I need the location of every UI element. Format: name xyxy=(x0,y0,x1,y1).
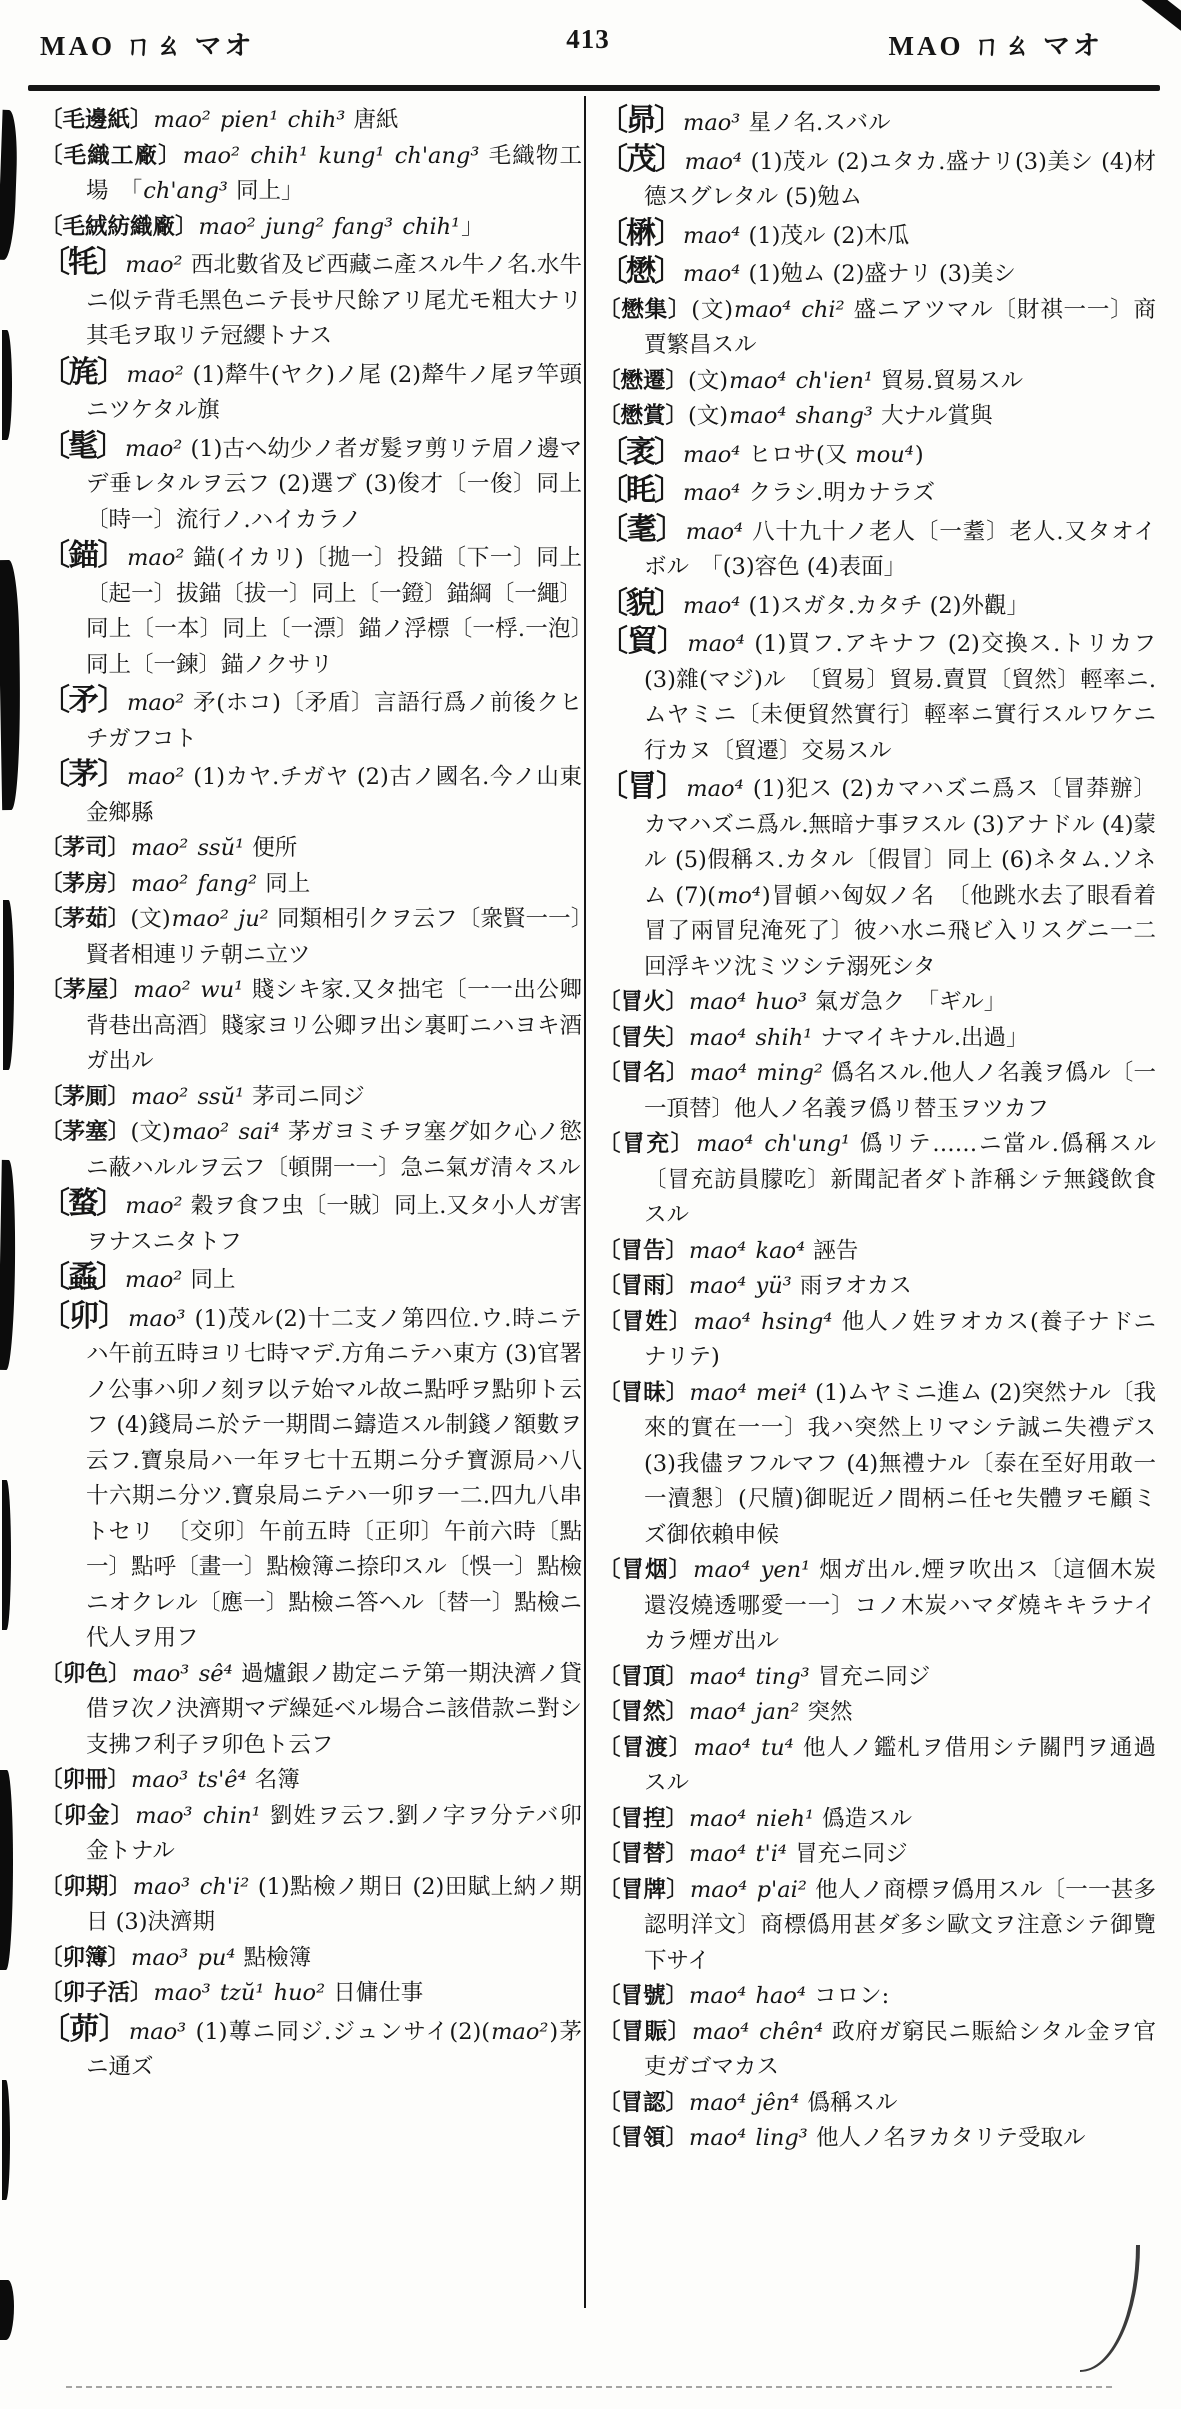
entry-body: mao⁴ ch'ung¹ 僞リテ……ニ當ル.僞稱スル〔冒充訪員朦吃〕新聞記者ダト詐稱シテ無錢飲食スル xyxy=(644,1131,1156,1228)
entry-body: mao⁴ shih¹ ナマイキナル.出過」 xyxy=(689,1024,1029,1051)
dictionary-entry xyxy=(598,985,1156,1021)
entry-headword: 〔髦〕 xyxy=(40,428,125,464)
entry-body: mao⁴ huo³ 氣ガ急ク 「ギル」 xyxy=(689,989,1007,1015)
dictionary-entry xyxy=(598,1234,1156,1270)
dictionary-entry xyxy=(598,1979,1156,2015)
entry-headword: 〔矛〕 xyxy=(40,683,126,718)
entry-body: mao² ssŭ¹ 便所 xyxy=(131,835,298,861)
entry-body: mao⁴ hsing⁴ 他人ノ姓ヲオカス(養子ナドニナリテ) xyxy=(644,1308,1156,1370)
dictionary-entry xyxy=(40,103,582,139)
dictionary-entry xyxy=(598,2086,1156,2122)
entry-body: mao⁴ クラシ.明カナラズ xyxy=(683,480,935,506)
scan-artifact xyxy=(0,560,22,810)
entry-body: mao⁴ ling³ 他人ノ名ヲカタリテ受取ル xyxy=(689,2125,1086,2151)
dictionary-entry xyxy=(598,1731,1156,1802)
column-divider-rule xyxy=(584,96,586,2308)
entry-body: mao³ chin¹ 劉姓ヲ云フ.劉ノ字ヲ分テバ卯金トナル xyxy=(86,1802,582,1864)
entry-headword: 〔冒雨〕 xyxy=(598,1273,689,1299)
dictionary-entry xyxy=(598,142,1156,216)
dictionary-entry xyxy=(598,473,1156,512)
entry-body: mao³ ts'ê⁴ 名簿 xyxy=(131,1767,300,1793)
entry-body: mao³ tzŭ¹ huo² 日傭仕事 xyxy=(153,1980,424,2006)
dictionary-entry xyxy=(40,1115,582,1186)
dictionary-entry xyxy=(598,293,1156,364)
entry-headword: 〔貿〕 xyxy=(598,624,687,659)
entry-body: mao⁴ nieh¹ 僞造スル xyxy=(689,1805,913,1832)
dictionary-entry xyxy=(598,364,1156,400)
entry-headword: 〔茅厠〕 xyxy=(40,1083,131,1110)
entry-headword: 〔蟊〕 xyxy=(40,1260,124,1295)
page-corner-mark xyxy=(1118,0,1181,35)
entry-headword: 〔冒昧〕 xyxy=(598,1379,689,1406)
entry-body: mao⁴ jên⁴ 僞稱スル xyxy=(689,2089,898,2116)
entry-headword: 〔旄〕 xyxy=(40,354,126,390)
entry-headword: 〔懋集〕 xyxy=(598,296,692,323)
dictionary-entry xyxy=(598,216,1156,255)
dictionary-entry xyxy=(40,1080,582,1116)
entry-headword: 〔冒失〕 xyxy=(598,1024,689,1051)
entry-body: mao⁴ ting³ 冒充ニ同ジ xyxy=(689,1663,931,1690)
entry-body: mao⁴ hao⁴ コロン: xyxy=(689,1983,890,2009)
scan-artifact xyxy=(2,1480,11,1630)
scan-artifact xyxy=(3,900,14,1070)
entry-headword: 〔卯子活〕 xyxy=(40,1980,153,2006)
entry-body: mao⁴ yü³ 雨ヲオカス xyxy=(689,1273,912,1299)
scan-artifact xyxy=(0,1160,17,1370)
entry-body: mao² fang² 同上 xyxy=(131,870,311,897)
entry-body: mao⁴ (1)茂ル (2)ユタカ.盛ナリ(3)美シ (4)材德スグレタル (5)勉ム xyxy=(644,148,1156,210)
dictionary-entry xyxy=(598,399,1156,435)
dictionary-entry xyxy=(40,210,582,246)
entry-headword: 〔貌〕 xyxy=(598,585,682,621)
scan-artifact xyxy=(0,1770,13,1970)
entry-headword: 〔冒賑〕 xyxy=(598,2018,692,2045)
scan-artifact xyxy=(0,110,19,260)
dictionary-entry xyxy=(40,1260,582,1299)
entry-headword: 〔冒渡〕 xyxy=(598,1734,693,1761)
entry-headword: 〔冒號〕 xyxy=(598,1983,689,2009)
entry-headword: 〔冒替〕 xyxy=(598,1841,689,1867)
dictionary-entry xyxy=(598,512,1156,586)
entry-headword: 〔冒姓〕 xyxy=(598,1308,693,1335)
entry-body: (文)mao² sai⁴ 茅ガヨミチヲ塞グ如ク心ノ慾ニ蔽ハルルヲ云フ〔頓開一一〕急ニ氣ガ清々スル xyxy=(86,1119,583,1181)
dictionary-entry xyxy=(40,429,582,539)
entry-headword: 〔懋〕 xyxy=(598,254,682,289)
dictionary-entry xyxy=(598,1305,1156,1376)
entry-headword: 〔昴〕 xyxy=(598,103,682,138)
entry-headword: 〔卯冊〕 xyxy=(40,1767,131,1793)
entry-body: mao³ pu⁴ 點檢簿 xyxy=(131,1944,312,1971)
entry-headword: 〔冒告〕 xyxy=(598,1237,689,1264)
entry-body: mao² wu¹ 賤シキ家.又タ拙宅〔一一出公卿背巷出高酒〕賤家ヨリ公卿ヲ出シ裏町ニハヨキ酒ガ出ル xyxy=(86,977,583,1074)
dictionary-entry xyxy=(598,1802,1156,1838)
entry-headword: 〔眊〕 xyxy=(598,473,682,508)
scan-artifact xyxy=(0,2280,14,2340)
entry-body: mao² 穀ヲ食フ虫〔一賊〕同上.又タ小人ガ害ヲナスニタトフ xyxy=(86,1193,582,1255)
entry-body: mao⁴ ming² 僞名スル.他人ノ名義ヲ僞ル〔一一頂替〕他人ノ名義ヲ僞リ替玉ヲツカフ xyxy=(644,1060,1156,1122)
entry-headword: 〔冒名〕 xyxy=(598,1060,689,1086)
dictionary-entry xyxy=(598,586,1156,625)
dictionary-entry xyxy=(40,1657,582,1764)
entry-headword: 〔冒揑〕 xyxy=(598,1805,689,1832)
dictionary-entry xyxy=(40,1799,582,1870)
entry-body: mao² 同上 xyxy=(125,1267,236,1293)
dictionary-entry xyxy=(40,683,582,757)
column-right xyxy=(598,103,1156,2157)
dictionary-entry xyxy=(598,2121,1156,2157)
entry-body: mao⁴ kao⁴ 誣告 xyxy=(689,1237,859,1264)
entry-body: mao² chih¹ kung¹ ch'ang³ 毛織物工場 「ch'ang³ 同上」 xyxy=(86,142,583,204)
entry-body: mao³ sê⁴ 過爐銀ノ勘定ニテ第一期決濟ノ貸借ヲ次ノ決濟期マデ繰延ベル場合ニ該借款ニ對シ支拂フ利子ヲ卯色ト云フ xyxy=(86,1660,582,1758)
entry-headword: 〔冒牌〕 xyxy=(598,1876,689,1903)
entry-body: mao⁴ ヒロサ(又 mou⁴) xyxy=(683,441,924,468)
dictionary-entry xyxy=(40,139,582,210)
entry-body: (文)mao⁴ chi² 盛ニアツマル〔財祺一一〕商賈繁昌スル xyxy=(644,296,1156,358)
entry-body: mao² ssŭ¹ 茅司ニ同ジ xyxy=(131,1083,365,1110)
running-head-right: MAO ㄇㄠ マオ xyxy=(888,31,1103,61)
dictionary-entry xyxy=(598,2015,1156,2086)
dictionary-entry xyxy=(40,1763,582,1799)
entry-headword: 〔茆〕 xyxy=(40,2011,128,2047)
dictionary-entry xyxy=(40,355,582,429)
entry-headword: 〔卯簿〕 xyxy=(40,1944,131,1971)
entry-body: mao⁴ mei⁴ (1)ムヤミニ進ム (2)突然ナル〔我來的實在一一〕我ハ突然上リマシテ誠ニ失禮デス (3)我儘ヲフルマフ (4)無禮ナル〔泰在至好用敢一一瀆懇〕(尺牘)御昵近ノ間柄ニ任セ失體ヲモ顧ミズ御依賴申候 xyxy=(644,1379,1156,1548)
entry-headword: 〔茅房〕 xyxy=(40,870,131,897)
entry-headword: 〔茂〕 xyxy=(598,141,684,177)
entry-headword: 〔毛邊紙〕 xyxy=(40,107,153,133)
entry-body: mao² 西北數省及ビ西藏ニ產スル牛ノ名.水牛ニ似テ背毛黑色ニテ長サ尺餘アリ尾尤モ粗大ナリ其毛ヲ取リテ冠纓トナス xyxy=(86,252,582,349)
dictionary-entry xyxy=(598,769,1156,985)
entry-body: mao⁴ (1)犯ス (2)カマハズニ爲ス〔冒莽辦〕カマハズニ爲ル.無暗ナ事ヲスル (3)アナドル (4)蒙ル (5)假稱ス.カタル〔假冒〕同上 (6)ネタム.ソネム (7)(mo⁴)冒頓ハ匈奴ノ名 〔他跳水去了眼看着冒了兩冒兒淹死了〕彼ハ水ニ飛ビ入リスグニ一二回浮キツ沈ミツシテ溺死シタ xyxy=(644,776,1156,980)
dictionary-entry xyxy=(40,1299,582,1657)
dictionary-entry xyxy=(598,1553,1156,1660)
dictionary-entry xyxy=(598,1660,1156,1696)
scan-edge-specks xyxy=(66,2386,1112,2388)
dictionary-entry xyxy=(40,1870,582,1941)
entry-headword: 〔冒火〕 xyxy=(598,989,689,1015)
entry-body: mao⁴ (1)勉ム (2)盛ナリ (3)美シ xyxy=(683,261,1016,287)
dictionary-entry xyxy=(598,1269,1156,1305)
dictionary-entry xyxy=(598,435,1156,474)
entry-body: mao⁴ tu⁴ 他人ノ鑑札ヲ借用シテ關門ヲ通過スル xyxy=(644,1734,1157,1796)
entry-headword: 〔卯色〕 xyxy=(40,1660,131,1687)
entry-headword: 〔毛絨紡織廠〕 xyxy=(40,213,198,240)
entry-headword: 〔錨〕 xyxy=(40,538,127,573)
dictionary-entry xyxy=(598,624,1156,769)
dictionary-entry xyxy=(40,831,582,867)
entry-headword: 〔懋賞〕 xyxy=(598,403,689,429)
entry-body: mao² pien¹ chih³ 唐紙 xyxy=(153,107,399,133)
dictionary-entry xyxy=(598,1873,1156,1980)
dictionary-entry xyxy=(40,1186,582,1260)
entry-body: mao⁴ yen¹ 烟ガ出ル.煙ヲ吹出ス〔這個木炭還沒燒透哪愛一一〕コノ木炭ハマダ燒キキラナイカラ煙ガ出ル xyxy=(644,1557,1156,1654)
entry-headword: 〔蝥〕 xyxy=(40,1186,125,1221)
dictionary-entry xyxy=(598,1376,1156,1554)
entry-body: mao⁴ (1)スガタ.カタチ (2)外觀」 xyxy=(683,592,1030,619)
entry-body: mao² (1)犛牛(ヤク)ノ尾 (2)犛牛ノ尾ヲ竿頭ニツケタル旗 xyxy=(86,361,583,423)
entry-headword: 〔冒領〕 xyxy=(598,2125,689,2151)
entry-headword: 〔冒充〕 xyxy=(598,1131,696,1157)
dictionary-entry xyxy=(40,902,582,973)
entry-body: mao⁴ 八十九十ノ老人〔一耋〕老人.又タオイボル 「(3)容色 (4)表面」 xyxy=(644,518,1156,580)
entry-body: mao² (1)古ヘ幼少ノ者ガ髮ヲ剪リテ眉ノ邊マデ垂レタルヲ云フ (2)選ブ (3)俊才〔一俊〕同上〔時一〕流行ノ.ハイカラノ xyxy=(86,435,582,533)
entry-body: mao³ (1)蓴ニ同ジ.ジュンサイ(2)(mao²)茅ニ通ズ xyxy=(86,2018,582,2080)
entry-body: mao³ 星ノ名.スバル xyxy=(683,110,891,136)
dictionary-entry xyxy=(598,1695,1156,1731)
entry-headword: 〔毛織工廠〕 xyxy=(40,142,182,169)
dictionary-entry xyxy=(40,245,582,355)
entry-body: mao² 矛(ホコ)〔矛盾〕言語行爲ノ前後クヒチガフコト xyxy=(86,690,582,752)
entry-headword: 〔茅司〕 xyxy=(40,835,131,861)
dictionary-entry xyxy=(598,1127,1156,1234)
entry-body: mao⁴ p'ai² 他人ノ商標ヲ僞用スル〔一一甚多認明洋文〕商標僞用甚ダ多シ歐文ヲ注意シテ御覽下サイ xyxy=(644,1876,1156,1974)
entry-headword: 〔牦〕 xyxy=(40,245,125,280)
entry-headword: 〔冒〕 xyxy=(598,769,686,804)
header-rule xyxy=(28,85,1160,91)
entry-headword: 〔卯〕 xyxy=(40,1298,128,1334)
entry-headword: 〔卯期〕 xyxy=(40,1873,132,1900)
dictionary-entry xyxy=(40,757,582,831)
dictionary-entry xyxy=(40,538,582,683)
entry-headword: 〔耄〕 xyxy=(598,511,685,547)
entry-headword: 〔楙〕 xyxy=(598,215,682,251)
scan-artifact xyxy=(2,330,12,440)
entry-body: mao⁴ jan² 突然 xyxy=(689,1699,853,1725)
entry-headword: 〔茅屋〕 xyxy=(40,977,133,1003)
dictionary-entry xyxy=(598,103,1156,142)
entry-headword: 〔冒然〕 xyxy=(598,1699,689,1725)
dictionary-entry xyxy=(40,1941,582,1977)
dictionary-entry xyxy=(40,867,582,903)
scan-artifact xyxy=(2,2080,10,2200)
entry-body: (文)mao⁴ shang³ 大ナル賞與 xyxy=(688,403,993,429)
dictionary-entry xyxy=(598,254,1156,293)
entry-body: mao⁴ (1)買フ.アキナフ (2)交換ス.トリカフ (3)雜(マジ)ル 〔貿易〕貿易.賣買〔貿然〕輕率ニ.ムヤミニ〔未便貿然實行〕輕率ニ實行スルワケニ行カヌ〔貿遷〕交易スル xyxy=(644,631,1156,764)
entry-body: mao⁴ (1)茂ル (2)木瓜 xyxy=(683,222,910,249)
dictionary-entry xyxy=(40,1976,582,2012)
entry-headword: 〔冒烟〕 xyxy=(598,1557,693,1583)
entry-headword: 〔冒頂〕 xyxy=(598,1663,689,1690)
entry-headword: 〔袤〕 xyxy=(598,434,682,470)
entry-body: mao² jung² fang³ chih¹」 xyxy=(198,213,484,240)
entry-body: mao² 錨(イカリ)〔拋一〕投錨〔下一〕同上〔起一〕拔錨〔拔一〕同上〔一鐙〕錨綱〔一繩〕同上〔一本〕同上〔一漂〕錨ノ浮標〔一桴.一泡〕同上〔一鍊〕錨ノクサリ xyxy=(86,545,582,678)
page-curl-line xyxy=(1080,2245,1140,2372)
entry-body: mao⁴ chên⁴ 政府ガ窮民ニ賑給シタル金ヲ官吏ガゴマカス xyxy=(644,2018,1156,2080)
entry-headword: 〔茅茹〕 xyxy=(40,906,131,932)
dictionary-entry xyxy=(598,1056,1156,1127)
page-number: 413 xyxy=(566,24,610,54)
entry-headword: 〔茅〕 xyxy=(40,757,127,792)
column-left xyxy=(40,103,582,2086)
running-head-left: MAO ㄇㄠ マオ xyxy=(40,31,255,61)
entry-body: (文)mao⁴ ch'ien¹ 貿易.貿易スル xyxy=(688,367,1024,394)
entry-headword: 〔茅塞〕 xyxy=(40,1119,131,1145)
entry-body: mao⁴ t'i⁴ 冒充ニ同ジ xyxy=(689,1841,908,1867)
dictionary-entry xyxy=(40,973,582,1080)
dictionary-entry xyxy=(598,1837,1156,1873)
entry-headword: 〔懋遷〕 xyxy=(598,367,689,394)
entry-headword: 〔卯金〕 xyxy=(40,1802,135,1829)
dictionary-entry xyxy=(40,2012,582,2086)
dictionary-entry xyxy=(598,1021,1156,1057)
entry-headword: 〔冒認〕 xyxy=(598,2089,689,2116)
entry-body: (文)mao² ju² 同類相引クヲ云フ〔衆賢一一〕賢者相連リテ朝ニ立ツ xyxy=(86,906,582,968)
entry-body: mao² (1)カヤ.チガヤ (2)古ノ國名.今ノ山東金鄉縣 xyxy=(86,764,583,826)
entry-body: mao³ (1)茂ル(2)十二支ノ第四位.ウ.時ニテハ午前五時ヨリ七時マデ.方角ニテハ東方 (3)官署ノ公事ハ卯ノ刻ヲ以テ始マル故ニ點呼ヲ點卯ト云フ (4)錢局ニ於テ一期間ニ鑄造スル制錢ノ額數ヲ云フ.寶泉局ハ一年ヲ七十五期ニ分チ寶源局ハ八十六期ニ分ツ.寶泉局ニテハ一卯ヲ一二.四九八串トセリ 〔交卯〕午前五時〔正卯〕午前六時〔點一〕點呼〔畫一〕點檢簿ニ捺印スル〔悞一〕點檢ニオクレル〔應一〕點檢ニ答ヘル〔替一〕點檢ニ代人ヲ用フ xyxy=(86,1305,583,1651)
entry-body: mao³ ch'i² (1)點檢ノ期日 (2)田賦上納ノ期日 (3)決濟期 xyxy=(86,1873,582,1935)
